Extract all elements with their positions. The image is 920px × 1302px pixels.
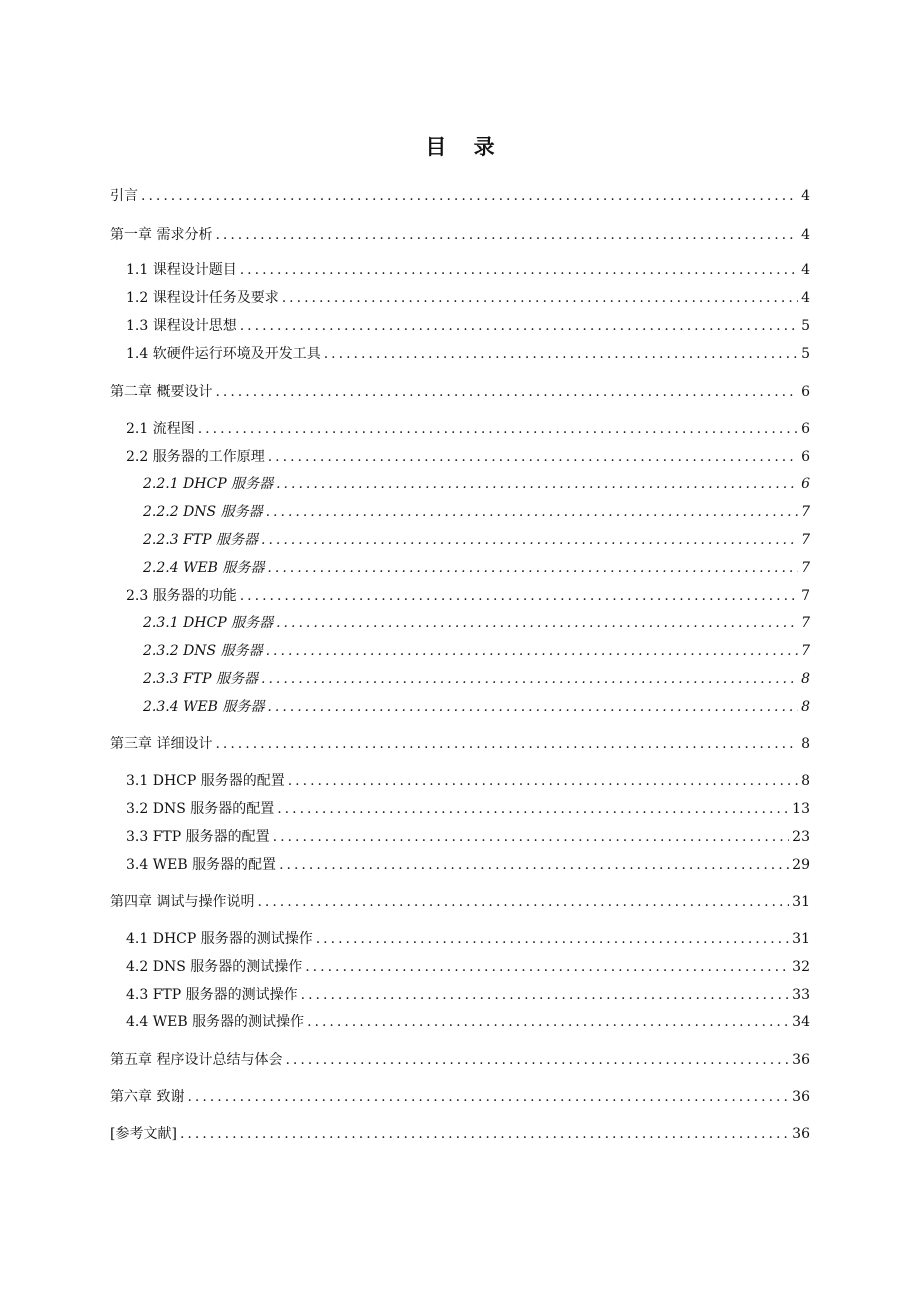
toc-leader-dots	[268, 446, 798, 468]
toc-leader-dots	[240, 315, 798, 337]
toc-entry-3-1[interactable]	[126, 770, 810, 792]
toc-entry-label: 1.2 课程设计任务及要求	[126, 290, 279, 306]
toc-leader-dots	[198, 418, 798, 440]
toc-leader-dots	[279, 854, 789, 876]
toc-entry-3-4[interactable]	[126, 854, 810, 876]
toc-entry-page: 7	[801, 560, 810, 576]
toc-entry-label: 2.3.2 DNS 服务器	[143, 643, 263, 659]
toc-entry-page: 8	[801, 736, 810, 752]
toc-leader-dots	[266, 501, 798, 523]
toc-leader-dots	[240, 585, 798, 607]
toc-entry-1-4[interactable]	[126, 343, 810, 365]
toc-entry-page: 31	[792, 894, 810, 910]
toc-leader-dots	[277, 798, 789, 820]
toc-entry-page: 4	[801, 227, 810, 243]
toc-leader-dots	[276, 473, 798, 495]
toc-entry-label: 3.2 DNS 服务器的配置	[126, 801, 275, 817]
toc-entry-4-1[interactable]	[126, 928, 810, 950]
toc-leader-dots	[215, 733, 798, 755]
toc-entry-chapter-6[interactable]	[110, 1086, 810, 1108]
toc-entry-3-2[interactable]	[126, 798, 810, 820]
toc-leader-dots	[276, 612, 798, 634]
toc-entry-page: 4	[801, 188, 810, 204]
toc-leader-dots	[187, 1086, 789, 1108]
toc-entry-chapter-3[interactable]	[110, 733, 810, 755]
toc-entry-page: 23	[792, 829, 810, 845]
toc-entry-label: 4.3 FTP 服务器的测试操作	[126, 987, 298, 1003]
toc-entry-page: 7	[801, 615, 810, 631]
toc-leader-dots	[240, 259, 798, 281]
toc-entry-label: 2.3.1 DHCP 服务器	[143, 615, 274, 631]
toc-entry-page: 4	[801, 290, 810, 306]
toc-entry-page: 6	[801, 449, 810, 465]
toc-entry-page: 6	[801, 384, 810, 400]
toc-entry-4-2[interactable]	[126, 956, 810, 978]
toc-entry-label: 第五章 程序设计总结与体会	[110, 1052, 283, 1068]
toc-entry-page: 8	[801, 773, 810, 789]
toc-entry-page: 31	[792, 931, 810, 947]
toc-entry-chapter-5[interactable]	[110, 1049, 810, 1071]
toc-entry-intro[interactable]	[110, 185, 810, 207]
toc-leader-dots	[141, 185, 798, 207]
toc-leader-dots	[266, 640, 798, 662]
toc-leader-dots	[285, 1049, 789, 1071]
toc-entry-page: 29	[792, 857, 810, 873]
toc-entry-4-4[interactable]	[126, 1011, 810, 1033]
toc-entry-chapter-1[interactable]	[110, 224, 810, 246]
toc-entry-2-3-2[interactable]	[143, 640, 810, 662]
toc-leader-dots	[288, 770, 798, 792]
toc-entry-page: 36	[792, 1052, 810, 1068]
toc-entry-references[interactable]	[110, 1123, 810, 1145]
toc-entry-page: 6	[801, 476, 810, 492]
toc-leader-dots	[261, 529, 798, 551]
toc-entry-page: 7	[801, 588, 810, 604]
page-title: 目 录	[425, 135, 505, 159]
toc-entry-1-2[interactable]	[126, 287, 810, 309]
toc-entry-label: 1.4 软硬件运行环境及开发工具	[126, 346, 321, 362]
toc-entry-label: 4.1 DHCP 服务器的测试操作	[126, 931, 313, 947]
toc-entry-label: 3.4 WEB 服务器的配置	[126, 857, 277, 873]
toc-entry-1-1[interactable]	[126, 259, 810, 281]
toc-entry-chapter-4[interactable]	[110, 891, 810, 913]
toc-entry-label: 1.1 课程设计题目	[126, 262, 237, 278]
toc-entry-page: 34	[792, 1014, 810, 1030]
toc-leader-dots	[307, 1011, 789, 1033]
toc-entry-page: 7	[801, 504, 810, 520]
toc-entry-label: 4.4 WEB 服务器的测试操作	[126, 1014, 305, 1030]
toc-leader-dots	[261, 668, 798, 690]
toc-entry-label: 2.3.3 FTP 服务器	[143, 671, 258, 687]
toc-entry-2-2-1[interactable]	[143, 473, 810, 495]
toc-entry-page: 36	[792, 1126, 810, 1142]
toc-entry-3-3[interactable]	[126, 826, 810, 848]
toc-entry-label: [参考文献]	[110, 1126, 177, 1142]
toc-entry-page: 32	[792, 959, 810, 975]
toc-entry-label: 第一章 需求分析	[110, 227, 213, 243]
toc-entry-label: 2.1 流程图	[126, 421, 195, 437]
toc-entry-page: 6	[801, 421, 810, 437]
toc-entry-page: 5	[801, 346, 810, 362]
toc-leader-dots	[324, 343, 798, 365]
toc-entry-label: 2.2.2 DNS 服务器	[143, 504, 263, 520]
toc-entry-2-2[interactable]	[126, 446, 810, 468]
toc-leader-dots	[215, 224, 798, 246]
toc-leader-dots	[257, 891, 789, 913]
toc-entry-page: 13	[792, 801, 810, 817]
toc-entry-label: 2.2.3 FTP 服务器	[143, 532, 258, 548]
toc-entry-label: 1.3 课程设计思想	[126, 318, 237, 334]
toc-leader-dots	[273, 826, 790, 848]
toc-entry-label: 第六章 致谢	[110, 1089, 185, 1105]
toc-leader-dots	[301, 984, 790, 1006]
toc-entry-label: 4.2 DNS 服务器的测试操作	[126, 959, 303, 975]
toc-entry-page: 4	[801, 262, 810, 278]
toc-entry-page: 8	[801, 671, 810, 687]
toc-entry-page: 5	[801, 318, 810, 334]
toc-entry-label: 第四章 调试与操作说明	[110, 894, 255, 910]
toc-entry-label: 2.2.4 WEB 服务器	[143, 560, 265, 576]
toc-leader-dots	[215, 381, 798, 403]
toc-leader-dots	[180, 1123, 789, 1145]
toc-entry-2-3[interactable]	[126, 585, 810, 607]
toc-leader-dots	[267, 696, 798, 718]
toc-leader-dots	[282, 287, 798, 309]
toc-entry-label: 2.3 服务器的功能	[126, 588, 237, 604]
toc-entry-2-2-3[interactable]	[143, 529, 810, 551]
toc-entry-label: 2.2 服务器的工作原理	[126, 449, 265, 465]
toc-entry-2-3-1[interactable]	[143, 612, 810, 634]
toc-entry-4-3[interactable]	[126, 984, 810, 1006]
toc-entry-label: 引言	[110, 188, 138, 204]
toc-entry-chapter-2[interactable]	[110, 381, 810, 403]
toc-entry-page: 33	[792, 987, 810, 1003]
toc-entry-label: 第二章 概要设计	[110, 384, 213, 400]
toc-entry-page: 7	[801, 643, 810, 659]
toc-entry-label: 2.3.4 WEB 服务器	[143, 699, 265, 715]
toc-entry-2-2-4[interactable]	[143, 557, 810, 579]
toc-entry-page: 36	[792, 1089, 810, 1105]
toc-entry-label: 3.3 FTP 服务器的配置	[126, 829, 270, 845]
toc-leader-dots	[316, 928, 789, 950]
toc-entry-label: 2.2.1 DHCP 服务器	[143, 476, 274, 492]
toc-entry-1-3[interactable]	[126, 315, 810, 337]
toc-entry-label: 第三章 详细设计	[110, 736, 213, 752]
toc-leader-dots	[267, 557, 798, 579]
toc-entry-2-2-2[interactable]	[143, 501, 810, 523]
toc-entry-2-1[interactable]	[126, 418, 810, 440]
toc-entry-page: 8	[801, 699, 810, 715]
toc-leader-dots	[305, 956, 789, 978]
toc-entry-page: 7	[801, 532, 810, 548]
toc-entry-2-3-4[interactable]	[143, 696, 810, 718]
toc-entry-2-3-3[interactable]	[143, 668, 810, 690]
toc-entry-label: 3.1 DHCP 服务器的配置	[126, 773, 285, 789]
